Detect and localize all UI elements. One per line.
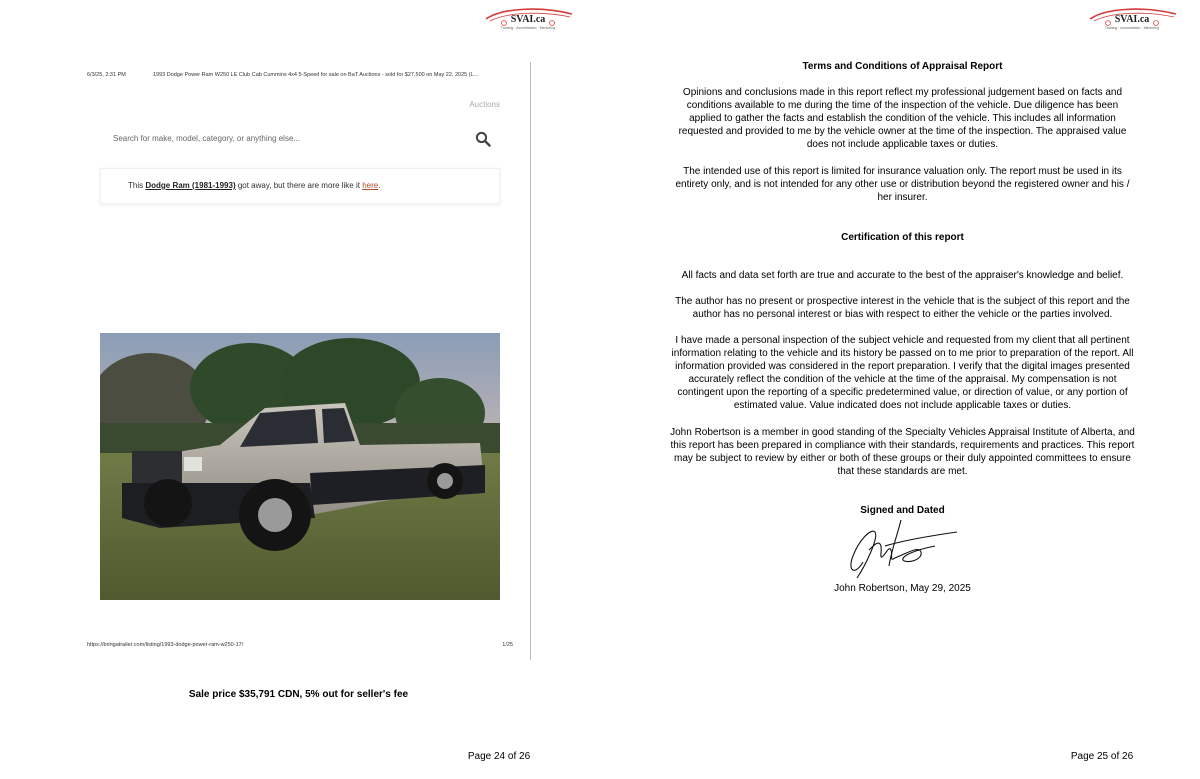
- terms-paragraph-1: Opinions and conclusions made in this report reflect my professional judgement based on facts and conditions available to me during the time of the inspection of the vehicle. Due diligence has been applied to gather the facts and establish the condition of the vehicle. This includes all information requested and provided to me by the vehicle owner at the time of the inspection. The appraised value does not include applicable taxes or duties.: [678, 87, 1127, 150]
- logo-tagline: Training · Accreditation · Mentoring: [1104, 26, 1160, 30]
- print-divider: [530, 62, 531, 660]
- print-datetime: 6/3/25, 2:31 PM: [87, 72, 126, 78]
- terms-heading: Terms and Conditions of Appraisal Report: [802, 61, 1003, 72]
- terms-paragraph-2: The intended use of this report is limited for insurance valuation only. The report must be used in its entirety only, and is not intended for any other use or distribution beyond the registered owner and his / her insurer.: [675, 166, 1130, 203]
- search-input[interactable]: [100, 126, 460, 150]
- signed-heading: Signed and Dated: [860, 505, 945, 516]
- print-header: [87, 72, 479, 78]
- signer-name-date: John Robertson, May 29, 2025: [834, 583, 971, 594]
- certification-paragraph-3: I have made a personal inspection of the subject vehicle and requested from my client that all pertinent information relating to the vehicle and its history be passed on to me prior to preparation of the report. All information provided was considered in the report preparation. I verify that the digital images presented accurately reflect the condition of the vehicle at the time of the appraisal. My compensation is not contingent upon the reporting of a specific predetermined value, or direction of value, or any portion of estimated value. Value indicated does not include applicable taxes or duties.: [671, 335, 1134, 411]
- certification-paragraph-1: All facts and data set forth are true and accurate to the best of the appraiser's knowledge and belief.: [681, 270, 1124, 281]
- notice-prefix: This: [128, 181, 146, 190]
- nav-auctions-link[interactable]: Auctions: [469, 100, 500, 109]
- logo-text: SVAI.ca: [1114, 14, 1150, 25]
- sale-price: Sale price $35,791 CDN, 5% out for seller's fee: [188, 689, 409, 700]
- search-bar: [100, 126, 500, 152]
- notice-suffix: .: [378, 181, 381, 190]
- print-page-count: 1/25: [502, 642, 513, 648]
- logo-text: SVAI.ca: [510, 14, 546, 25]
- print-footer: [87, 642, 513, 648]
- notice-model-link[interactable]: Dodge Ram (1981-1993): [145, 181, 236, 190]
- signature-image: [845, 516, 960, 580]
- search-icon[interactable]: [475, 131, 491, 147]
- notice-here-link[interactable]: here: [362, 181, 379, 190]
- svai-logo-right: [1084, 5, 1180, 31]
- sold-notice: [100, 168, 500, 204]
- certification-heading: Certification of this report: [841, 232, 964, 243]
- print-title: 1993 Dodge Power Ram W250 LE Club Cab Cummins 4x4 5-Speed for sale on BaT Auctions - sold for $27,500 on May 22, 2025 (L...: [153, 72, 479, 78]
- logo-tagline: Training · Accreditation · Mentoring: [500, 26, 556, 30]
- truck-photo: [100, 333, 500, 600]
- certification-paragraph-4: John Robertson is a member in good standing of the Specialty Vehicles Appraisal Institute of Alberta, and this report has been prepared in compliance with their standards, requirements and practices. This report may be subject to review by either or both of these groups or their duly appointed committees to ensure that these standards are met.: [670, 427, 1135, 477]
- print-url: https://bringatrailer.com/listing/1993-dodge-power-ram-w250-17/: [87, 642, 244, 648]
- svai-logo: [480, 5, 576, 31]
- notice-middle: got away, but there are more like it: [235, 181, 363, 190]
- page-number-left: Page 24 of 26: [467, 751, 531, 762]
- page-number-right: Page 25 of 26: [1070, 751, 1134, 762]
- certification-paragraph-2: The author has no present or prospective interest in the vehicle that is the subject of this report and the author has no personal interest or bias with respect to either the vehicle or the parties involved.: [675, 296, 1130, 320]
